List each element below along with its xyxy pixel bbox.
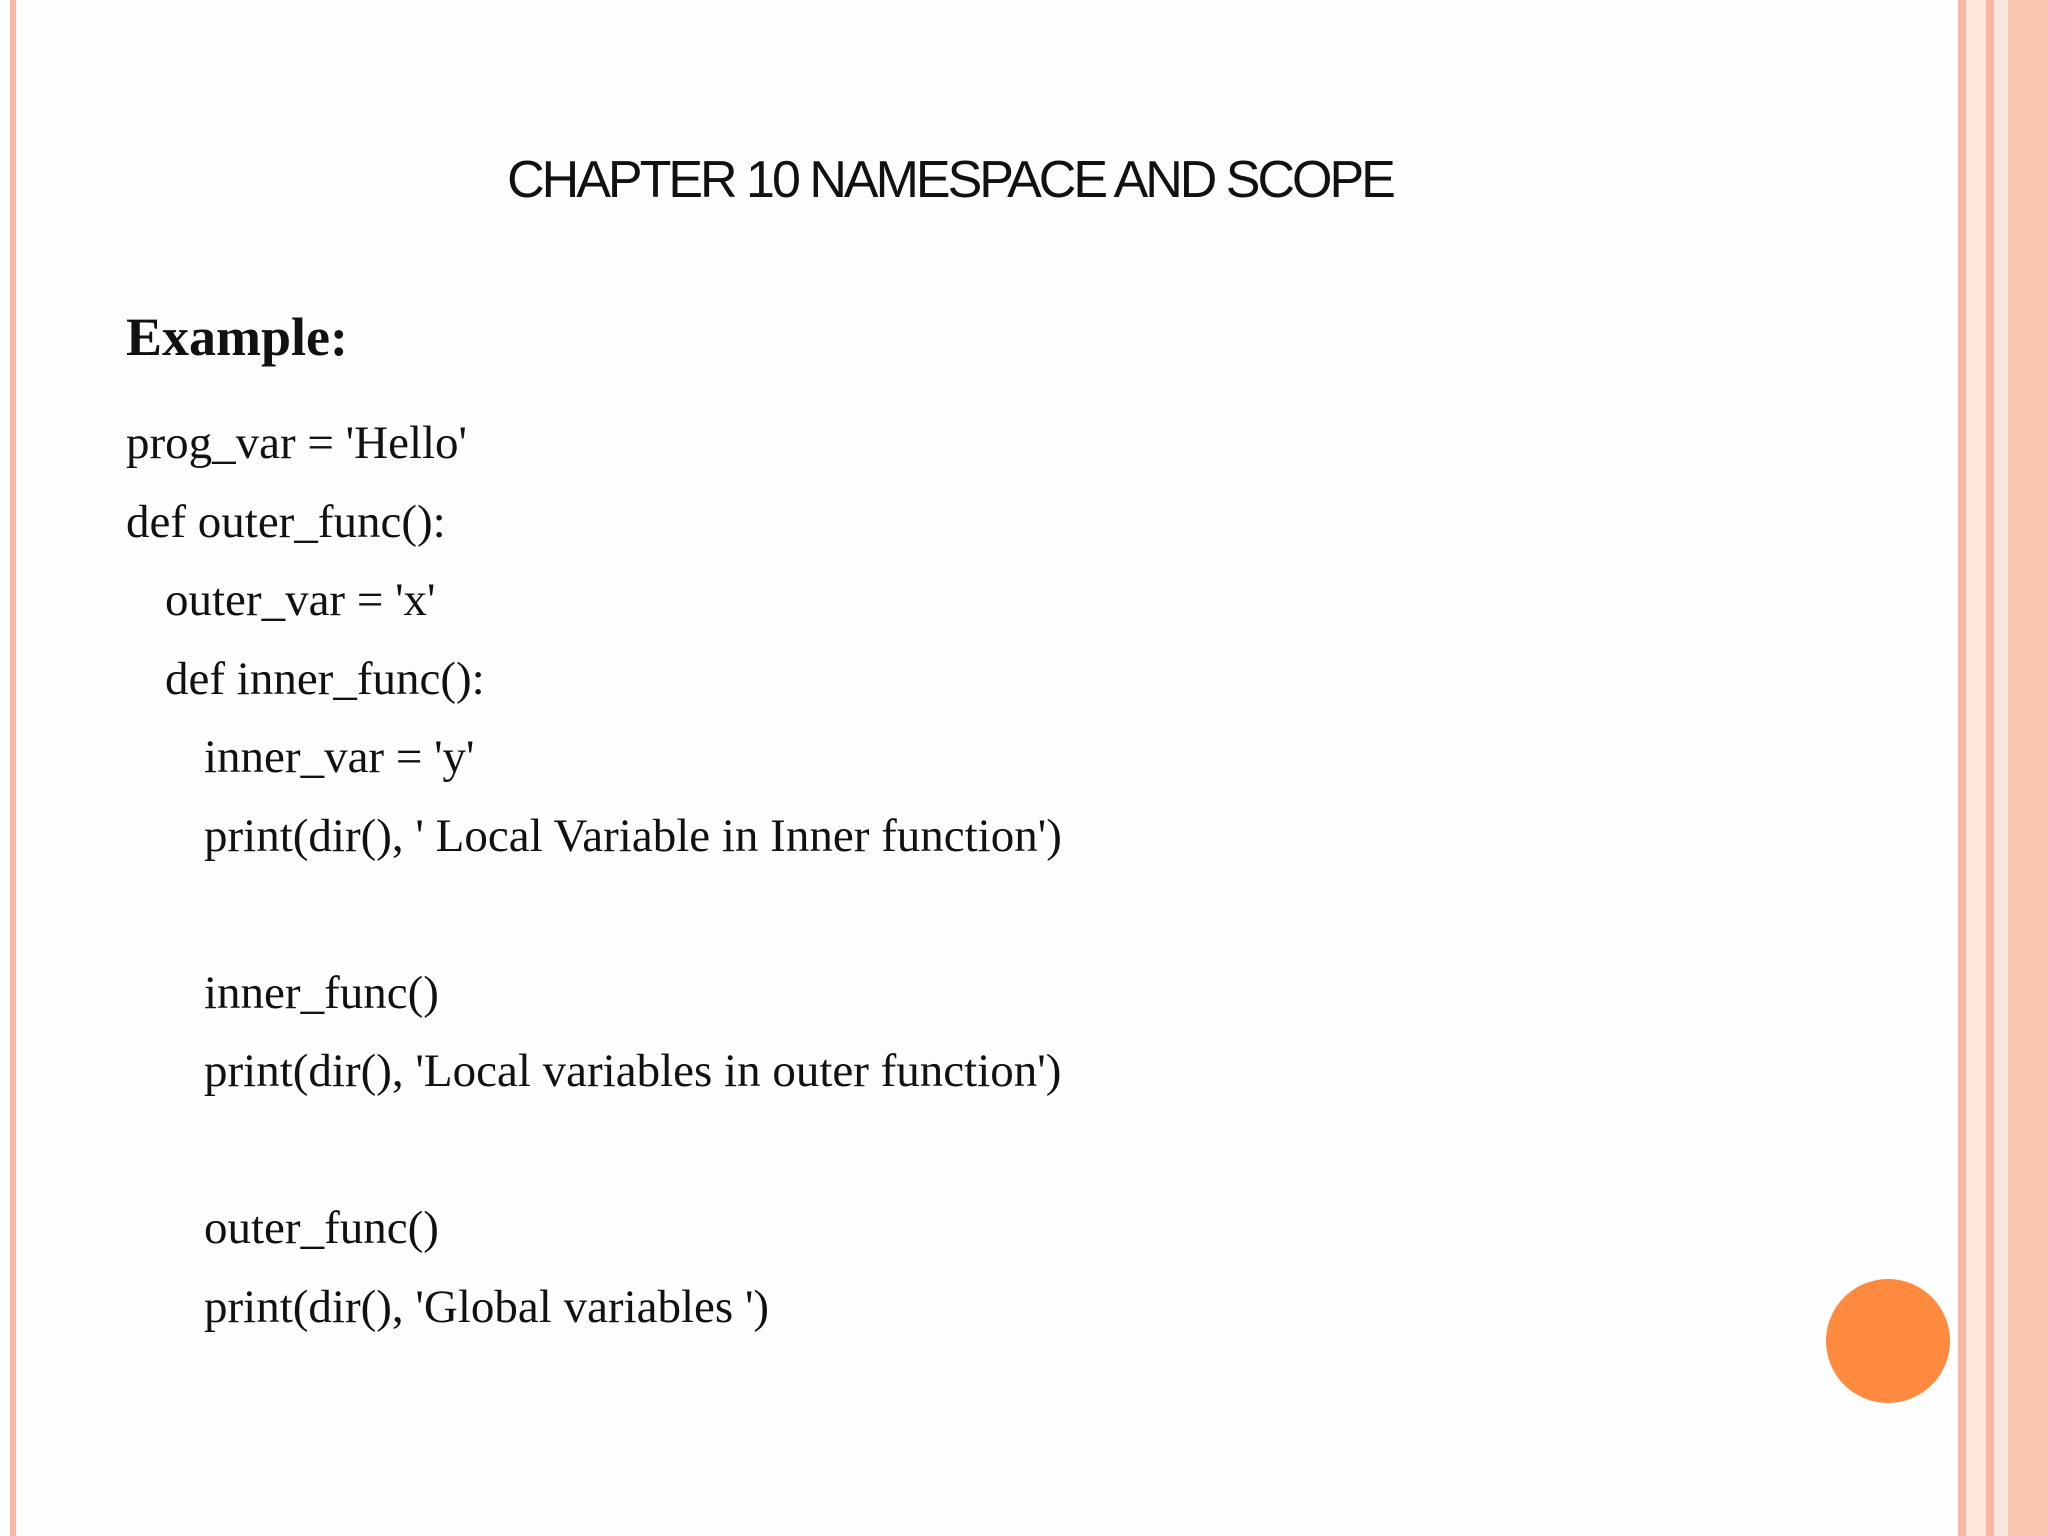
code-line: outer_func() (204, 1202, 439, 1254)
code-line: print(dir(), ' Local Variable in Inner function') (204, 809, 1062, 862)
right-border-stripe (1994, 0, 2008, 1536)
example-heading: Example: (126, 307, 348, 367)
code-line: def outer_func(): (126, 495, 446, 548)
code-line: print(dir(), 'Local variables in outer function') (204, 1045, 1062, 1097)
code-line-blank (126, 875, 1062, 954)
code-line: def inner_func(): (165, 652, 485, 705)
slide-title (0, 150, 1900, 210)
code-line: prog_var = 'Hello' (126, 417, 468, 469)
code-line: inner_var = 'y' (204, 731, 475, 783)
code-block (126, 404, 1062, 1346)
left-border-stripe (10, 0, 16, 1536)
code-line: print(dir(), 'Global variables ') (204, 1280, 770, 1333)
code-line-blank (126, 1111, 1062, 1190)
right-border-stripe (1966, 0, 1986, 1536)
right-border-stripe (1986, 0, 1994, 1536)
code-line: inner_func() (204, 966, 439, 1019)
code-line: outer_var = 'x' (165, 574, 436, 626)
right-border-stripe (1958, 0, 1966, 1536)
decorative-circle-icon (1826, 1279, 1950, 1403)
right-border-stripe (2008, 0, 2048, 1536)
slide-title-text: CHAPTER 10 NAMESPACE AND SCOPE (507, 151, 1393, 209)
